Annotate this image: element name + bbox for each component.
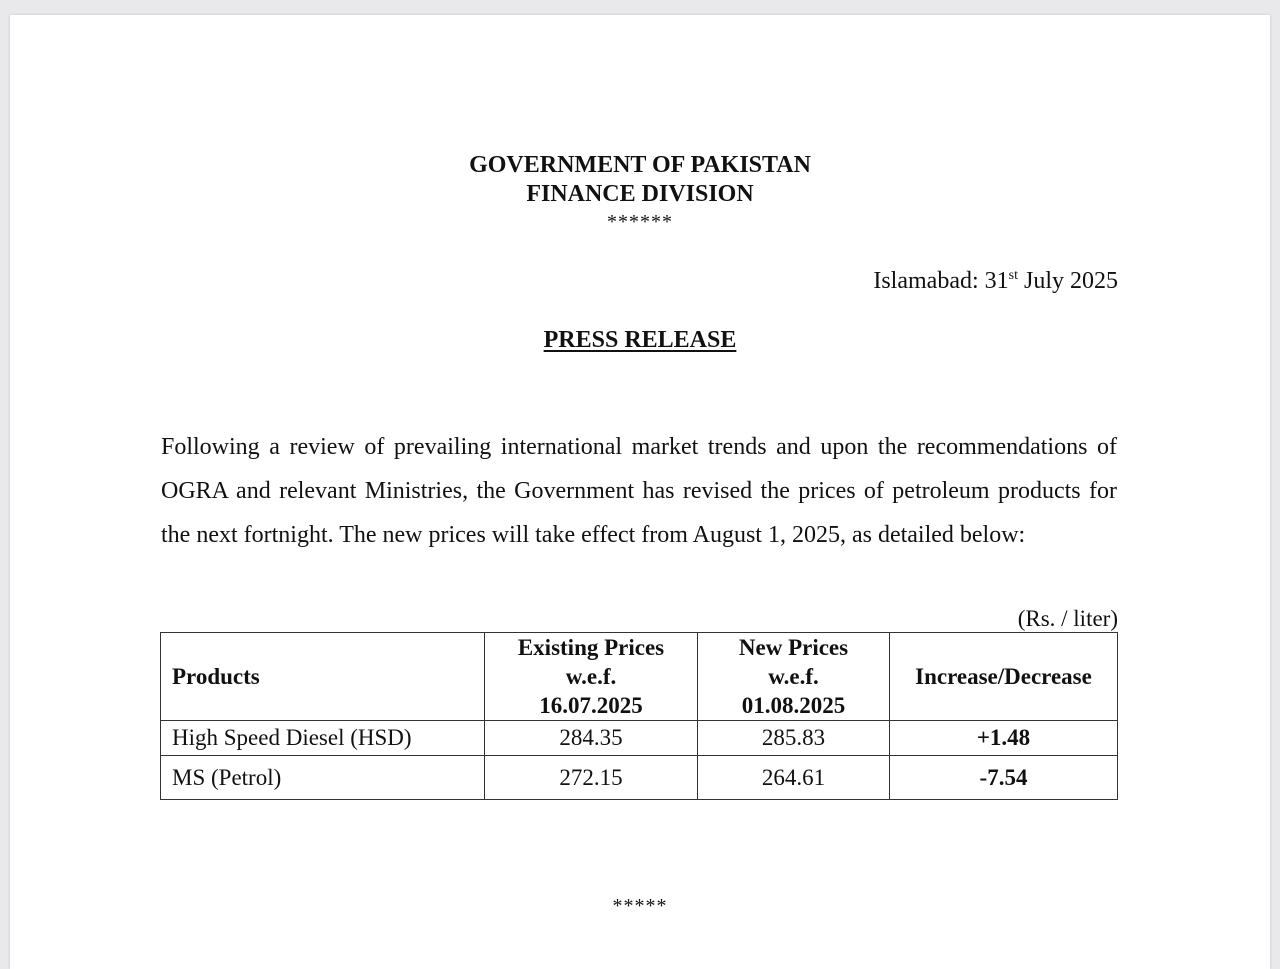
- date-place: Islamabad: 31: [873, 268, 1009, 294]
- table-header-row: [161, 633, 1118, 721]
- price-change: +1.48: [890, 721, 1118, 756]
- product-name: MS (Petrol): [161, 756, 485, 800]
- header-division: FINANCE DIVISION: [526, 181, 754, 207]
- price-change: -7.54: [890, 756, 1118, 800]
- header-existing-prices: [485, 633, 698, 721]
- header-existing-line2: w.e.f.: [565, 664, 617, 689]
- new-price: 264.61: [698, 756, 890, 800]
- document-page: [10, 15, 1270, 969]
- existing-price: 272.15: [485, 756, 698, 800]
- footer-stars: *****: [612, 895, 668, 917]
- header-government: GOVERNMENT OF PAKISTAN: [469, 152, 811, 178]
- header-new-prices: [698, 633, 890, 721]
- date-rest: July 2025: [1017, 268, 1118, 294]
- product-name: High Speed Diesel (HSD): [161, 721, 485, 756]
- header-new-line2: w.e.f.: [768, 664, 819, 689]
- header-products: Products: [161, 633, 485, 721]
- title-text: PRESS RELEASE: [543, 327, 737, 353]
- existing-price: 284.35: [485, 721, 698, 756]
- header-stars: ******: [607, 211, 673, 233]
- body-paragraph: Following a review of prevailing international market trends and upon the recommendations of OGRA and relevant Ministries, the Government has revised the prices of petroleum products for the next fortnight. The new prices will take effect from August 1, 2025, as detailed below:: [161, 434, 1117, 548]
- press-release-title: [10, 327, 1270, 354]
- header-change: Increase/Decrease: [890, 633, 1118, 721]
- header-existing-line1: Existing Prices: [517, 635, 665, 660]
- header-new-line1: New Prices: [738, 635, 849, 660]
- table-row: [161, 721, 1118, 756]
- price-unit: (Rs. / liter): [1017, 606, 1118, 631]
- price-table: [160, 632, 1118, 800]
- header-existing-line3: 16.07.2025: [539, 693, 643, 718]
- press-date: [873, 268, 1118, 295]
- header-new-line3: 01.08.2025: [741, 693, 846, 718]
- date-suffix: st: [1008, 268, 1018, 283]
- table-row: [161, 756, 1118, 800]
- new-price: 285.83: [698, 721, 890, 756]
